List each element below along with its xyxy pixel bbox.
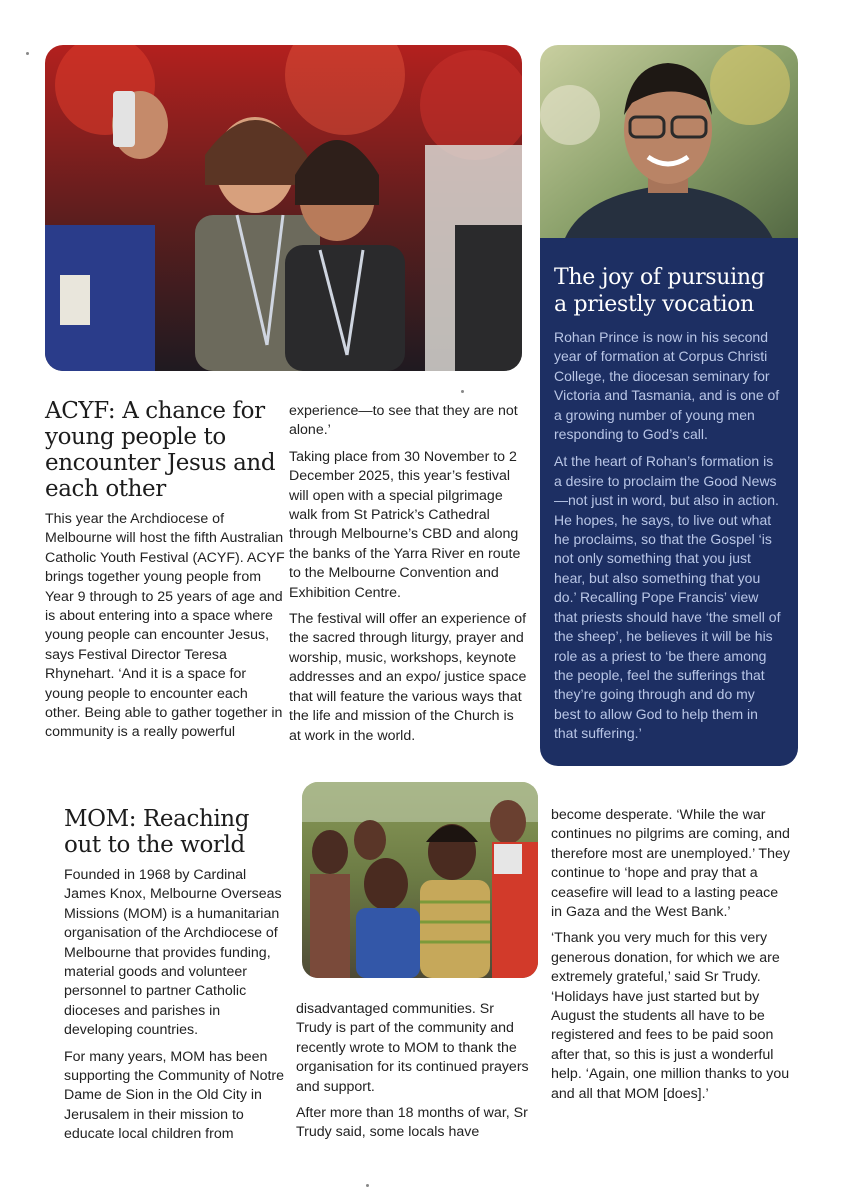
acyf-column-1 [45,510,285,750]
acyf-headline: ACYF: A chance for young people to encounter Jesus and each other [45,398,276,502]
rohan-portrait-photo [540,45,798,255]
mom-headline: MOM: Reaching out to the world [64,806,250,858]
mom-children-photo [302,782,538,978]
rohan-paragraph: At the heart of Rohan’s formation is a desire to proclaim the Good News—not just in word, but also in action. He hopes, he says, to live out what he proclaims, so that the Gospel ‘is not only something that you just hear, but also something that you do.’ Recalling Pope Francis’ view that priests should have ‘the smell of the sheep’, he believes it will be his role as a priest to ‘be there among the people, feel the sufferings that they’re going through and do my best to allow God to help them in that suffering.’ [554,453,781,742]
rohan-story-panel [540,238,798,766]
mom-column-1 [64,866,288,1152]
rohan-paragraph: Rohan Prince is now in his second year of formation at Corpus Christi College, the diocesan seminary for Victoria and Tasmania, and is one of a growing number of young men responding to God’s call. [554,329,780,443]
acyf-paragraph: The festival will offer an experience of the sacred through liturgy, prayer and worship, music, workshops, keynote addresses and an expo/ justice space that will feature the various ways that the life and mission of the Church is at work in the world. [289,611,527,744]
mom-paragraph: For many years, MOM has been supporting the Community of Notre Dame de Sion in the Old City in Jerusalem in their mission to educate local children from [64,1048,285,1143]
acyf-paragraph: Taking place from 30 November to 2 December 2025, this year’s festival will open with a special pilgrimage walk from St Patrick’s Cathedral through Melbourne’s CBD and along the banks of the Yarra River en route to the Melbourne Convention and Exhibition Centre. [289,448,521,601]
mom-column-3 [551,806,791,1111]
mom-paragraph: ‘Thank you very much for this very generous donation, for which we are extremely grateful,’ said Sr Trudy. ‘Holidays have just started but by August the students all have to be registered and fees to be paid soon after that, so this is just a wonderful help. ‘Again, one million thanks to you and all that MOM [does].’ [551,930,790,1102]
mom-paragraph: After more than 18 months of war, Sr Trudy said, some locals have [296,1105,528,1141]
mom-paragraph: Founded in 1968 by Cardinal James Knox, Melbourne Overseas Missions (MOM) is a humanitarian organisation of the Archdiocese of Melbourne that provides funding, material goods and volunteer personnel to partner Catholic dioceses and parishes in developing countries. [64,867,282,1039]
scan-speck [366,1184,369,1187]
rohan-headline: The joy of pursuing a priestly vocation [554,265,765,317]
acyf-festival-photo [45,45,522,371]
mom-column-2 [296,1000,532,1150]
scan-speck [26,52,29,55]
acyf-paragraph: This year the Archdiocese of Melbourne will host the fifth Australian Catholic Youth Festival (ACYF). ACYF brings together young people from Year 9 through to 25 years of age and is about entering into a space where young people can encounter Jesus, says Festival Director Teresa Rhynehart. ‘And it is a space for young people to encounter each other. Being able to gather together in community is a really powerful [45,511,285,741]
mom-paragraph: become desperate. ‘While the war continues no pilgrims are coming, and therefore most are unemployed.’ They continue to ‘hope and pray that a ceasefire will lead to a lasting peace in Gaza and the West Bank.’ [551,807,790,921]
acyf-column-2 [289,402,529,753]
mom-paragraph: disadvantaged communities. Sr Trudy is part of the community and recently wrote to MOM to thank the organisation for its continued prayers and support. [296,1001,529,1095]
acyf-paragraph: experience—to see that they are not alone.’ [289,403,518,439]
scan-speck [461,390,464,393]
